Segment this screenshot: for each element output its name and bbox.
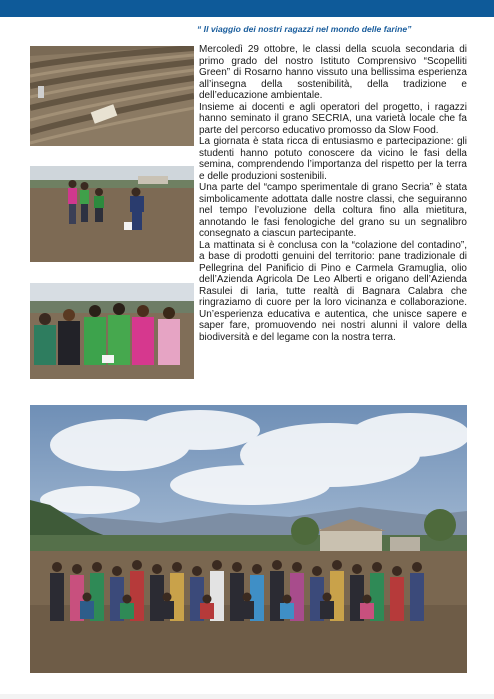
photo-students-sowing: [30, 166, 194, 262]
article-paragraph: Insieme ai docenti e agli operatori del progetto, i ragazzi hanno seminato il grano SECRIA, una varietà locale che fa parte del percorso educativo promosso da Slow Food.: [199, 101, 467, 136]
article-paragraph: Una parte del “campo sperimentale di grano Secria” è stata simbolicamente adottata dalle nostre classi, che seguiranno nel tempo l’evoluzione della coltura fino alla mietitura, annotando le fasi fenologiche del grano su un segnalibro consegnato a ciascun partecipante.: [199, 182, 467, 239]
photo-group-teachers: [30, 283, 194, 379]
page-bottom-border: [0, 694, 494, 699]
article-paragraph: Mercoledì 29 ottobre, le classi della scuola secondaria di primo grado del nostro Istituto Comprensivo “Scopelliti Green” di Rosarno hanno vissuto una bellissima esperienza all’insegna della sostenibilità, della tradizione e dell’educazione ambientale.: [199, 44, 467, 101]
article-title: “ Il viaggio dei nostri ragazzi nel mondo delle farine”: [197, 24, 412, 34]
header-bar: [0, 0, 494, 17]
article-paragraph: La mattinata si è conclusa con la “colazione del contadino”, a base di prodotti genuini del territorio: pane tradizionale di Pellegrina del Panificio di Pino e Carmela Gramuglia, olio dell’Azienda Agricola De Leo Alberti e origano dell’Azienda Rasulei di Iaria, tutte realtà di Bagnara Calabra che ringraziamo di cuore per la loro vicinanza e collaborazione. Un’esperienza educativa e autentica, che unisce sapere e saper fare, promuovendo nei nostri alunni il valore della biodiversità e del legame con la nostra terra.: [199, 239, 467, 343]
article-body: [199, 44, 467, 343]
photo-field-furrows: [30, 46, 194, 146]
article-paragraph: La giornata è stata ricca di entusiasmo e partecipazione: gli studenti hanno potuto conoscere da vicino le fasi della semina, comprendendo l’importanza del rispetto per la terra e delle produzioni sostenibili.: [199, 136, 467, 182]
photo-class-group: [30, 405, 467, 673]
